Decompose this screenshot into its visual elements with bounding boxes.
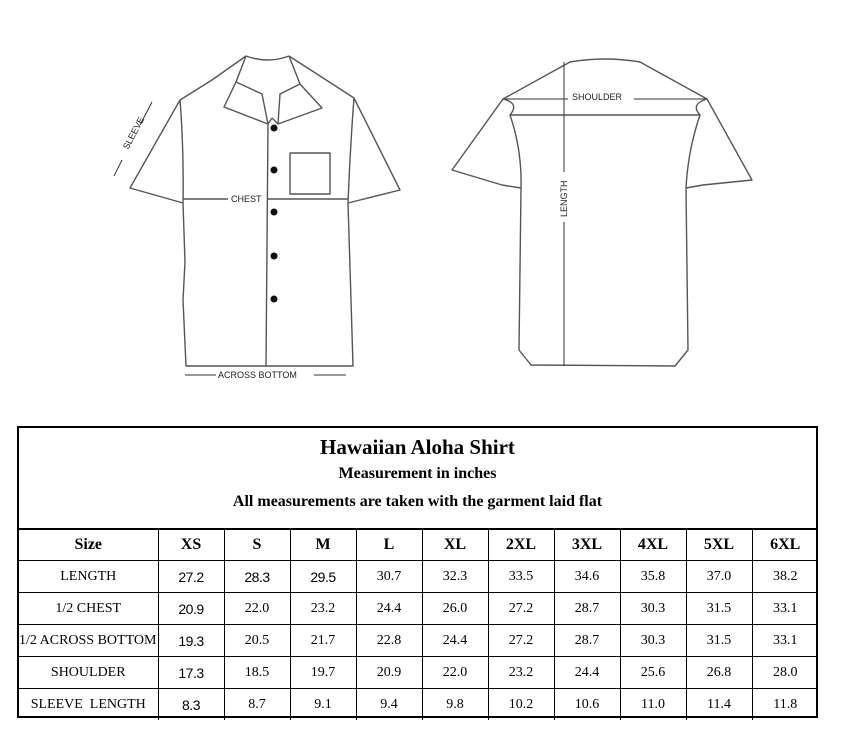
table-cell: 31.5 <box>686 625 752 657</box>
size-header-cell: S <box>224 530 290 561</box>
table-row <box>19 561 818 593</box>
table-cell: 11.8 <box>752 689 818 721</box>
table-cell: 28.7 <box>554 625 620 657</box>
table-cell: 9.1 <box>290 689 356 721</box>
table-cell: 28.3 <box>224 561 290 593</box>
table-cell: 29.5 <box>290 561 356 593</box>
table-cell: 34.6 <box>554 561 620 593</box>
length-label: LENGTH <box>559 180 569 217</box>
table-cell: 8.3 <box>158 689 224 721</box>
table-cell: 24.4 <box>356 593 422 625</box>
chart-note: All measurements are taken with the garment laid flat <box>232 493 603 510</box>
row-label-sleeve-length: SLEEVE LENGTH <box>19 689 158 721</box>
table-cell: 26.0 <box>422 593 488 625</box>
table-cell: 22.0 <box>224 593 290 625</box>
table-cell: 28.0 <box>752 657 818 689</box>
table-cell: 33.5 <box>488 561 554 593</box>
table-cell: 27.2 <box>488 593 554 625</box>
table-cell: 24.4 <box>422 625 488 657</box>
chest-label: CHEST <box>231 194 262 204</box>
table-cell: 27.2 <box>488 625 554 657</box>
chart-title: Hawaiian Aloha Shirt <box>320 435 515 459</box>
table-cell: 21.7 <box>290 625 356 657</box>
size-header-cell: M <box>290 530 356 561</box>
table-cell: 8.7 <box>224 689 290 721</box>
table-cell: 9.8 <box>422 689 488 721</box>
size-table <box>19 530 818 720</box>
size-header-cell: 3XL <box>554 530 620 561</box>
size-header-cell: 5XL <box>686 530 752 561</box>
size-header-row <box>19 530 818 561</box>
across-bottom-label: ACROSS BOTTOM <box>218 370 297 380</box>
table-cell: 35.8 <box>620 561 686 593</box>
table-cell: 33.1 <box>752 625 818 657</box>
shirt-back-illustration <box>452 59 752 366</box>
table-row <box>19 625 818 657</box>
table-cell: 11.0 <box>620 689 686 721</box>
table-row <box>19 593 818 625</box>
table-cell: 31.5 <box>686 593 752 625</box>
table-cell: 19.3 <box>158 625 224 657</box>
size-header-label: Size <box>19 530 158 561</box>
table-row <box>19 689 818 721</box>
table-cell: 22.8 <box>356 625 422 657</box>
table-cell: 23.2 <box>290 593 356 625</box>
table-cell: 20.9 <box>158 593 224 625</box>
row-label-shoulder: SHOULDER <box>19 657 158 689</box>
table-cell: 33.1 <box>752 593 818 625</box>
shirt-front-illustration <box>130 56 400 366</box>
size-header-cell: 2XL <box>488 530 554 561</box>
table-cell: 28.7 <box>554 593 620 625</box>
table-cell: 19.7 <box>290 657 356 689</box>
table-cell: 27.2 <box>158 561 224 593</box>
table-cell: 37.0 <box>686 561 752 593</box>
table-cell: 25.6 <box>620 657 686 689</box>
chart-header <box>19 428 816 530</box>
row-label-length: LENGTH <box>19 561 158 593</box>
sleeve-label: SLEEVE <box>120 115 147 151</box>
size-header-cell: L <box>356 530 422 561</box>
table-cell: 10.2 <box>488 689 554 721</box>
table-cell: 10.6 <box>554 689 620 721</box>
table-cell: 17.3 <box>158 657 224 689</box>
shoulder-label: SHOULDER <box>572 92 623 102</box>
table-cell: 30.3 <box>620 625 686 657</box>
table-cell: 9.4 <box>356 689 422 721</box>
table-cell: 18.5 <box>224 657 290 689</box>
chart-subtitle: Measurement in inches <box>338 465 497 482</box>
table-row <box>19 657 818 689</box>
size-header-cell: XS <box>158 530 224 561</box>
size-chart <box>17 426 818 718</box>
size-header-cell: 4XL <box>620 530 686 561</box>
table-cell: 20.5 <box>224 625 290 657</box>
table-cell: 22.0 <box>422 657 488 689</box>
table-cell: 38.2 <box>752 561 818 593</box>
size-header-cell: XL <box>422 530 488 561</box>
table-cell: 20.9 <box>356 657 422 689</box>
table-cell: 23.2 <box>488 657 554 689</box>
shirt-buttons <box>271 125 278 303</box>
table-cell: 32.3 <box>422 561 488 593</box>
row-label-half-chest: 1/2 CHEST <box>19 593 158 625</box>
table-cell: 30.3 <box>620 593 686 625</box>
table-cell: 11.4 <box>686 689 752 721</box>
table-cell: 30.7 <box>356 561 422 593</box>
table-cell: 24.4 <box>554 657 620 689</box>
row-label-half-across-bottom: 1/2 ACROSS BOTTOM <box>19 625 158 657</box>
size-header-cell: 6XL <box>752 530 818 561</box>
table-cell: 26.8 <box>686 657 752 689</box>
